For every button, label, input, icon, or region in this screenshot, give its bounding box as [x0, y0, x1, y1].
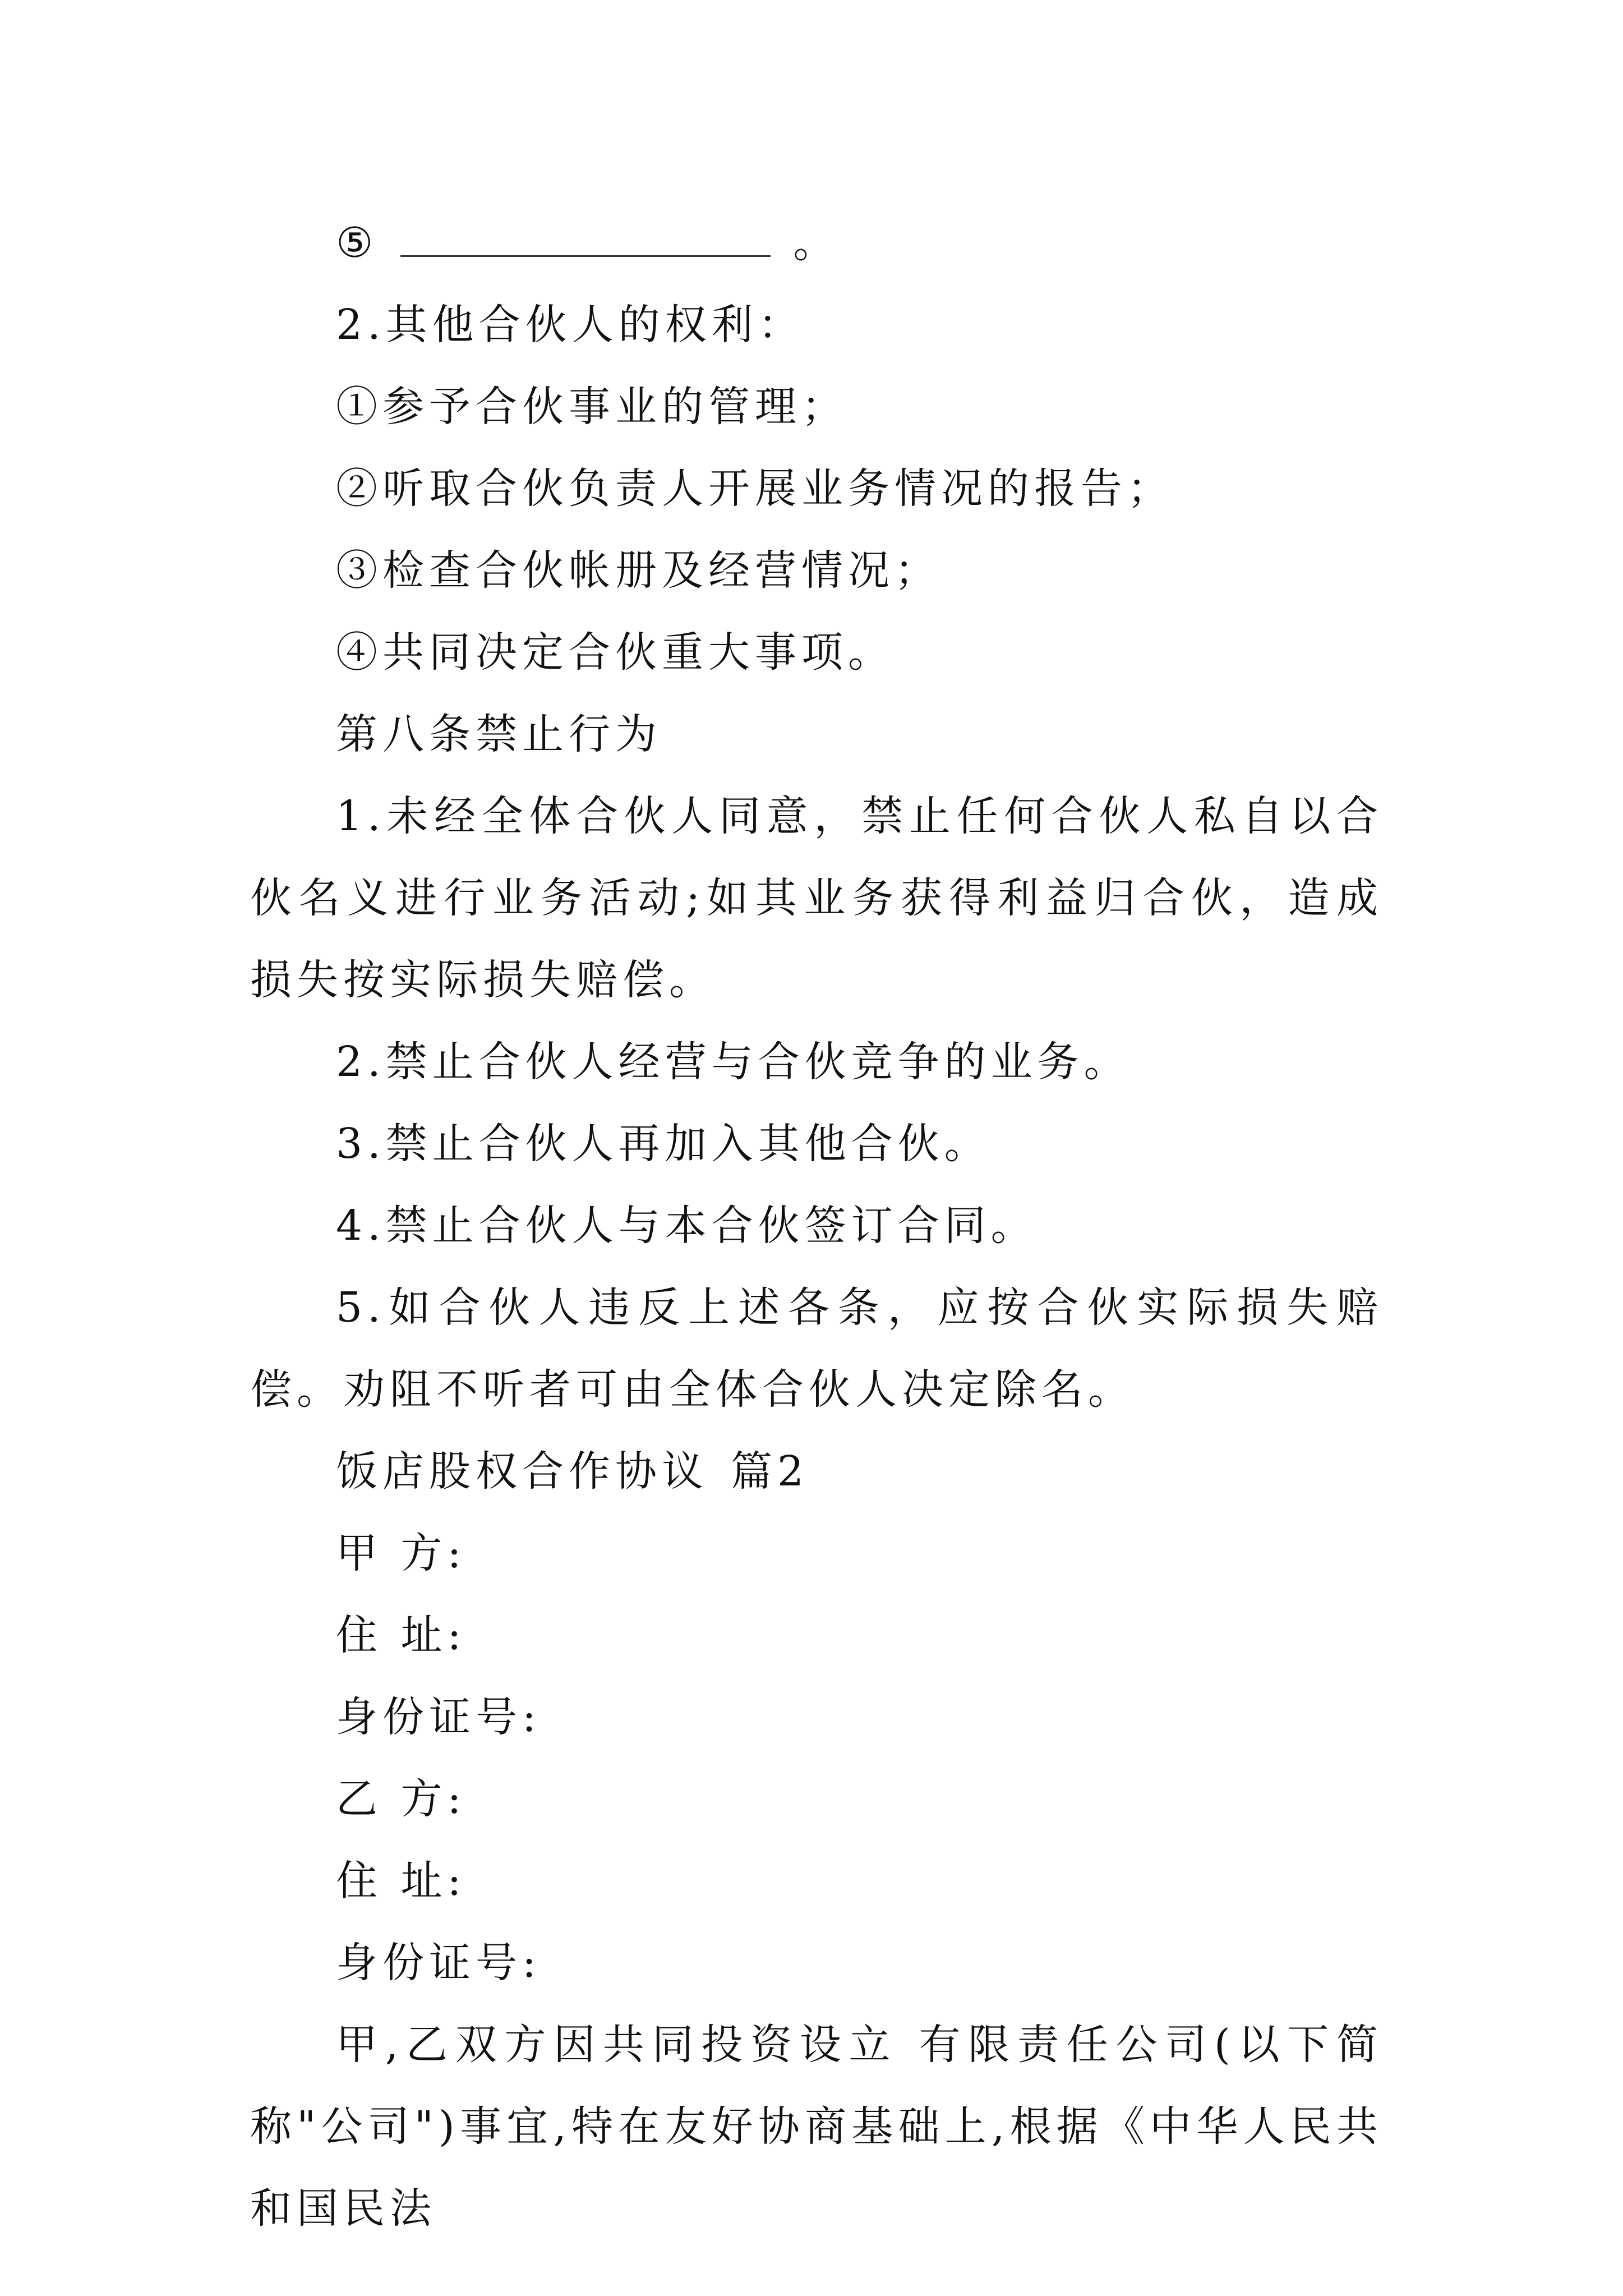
- section-title: [250, 1430, 1383, 1512]
- prohibition-2: 2.禁止合伙人经营与合伙竞争的业务。: [336, 1038, 1131, 1086]
- party-b-label: 乙 方:: [336, 1775, 467, 1823]
- party-a-address-label: 住 址:: [336, 1611, 467, 1659]
- rights-heading: 2.其他合伙人的权利：: [336, 301, 805, 349]
- rights-item-1: ①参予合伙事业的管理；: [336, 383, 848, 431]
- prohibition-4: 4.禁止合伙人与本合伙签订合同。: [336, 1202, 1038, 1250]
- prohibition-3: 3.禁止合伙人再加入其他合伙。: [336, 1120, 991, 1168]
- rights-item-2: ②听取合伙负责人开展业务情况的报告；: [336, 464, 1174, 513]
- agreement-preamble: 甲,乙双方因共同投资设立 有限责任公司(以下简称"公司")事宜,特在友好协商基础上,根据《中华人民共和国民法: [250, 2021, 1383, 2233]
- rights-item-3: ③检查合伙帐册及经营情况；: [336, 546, 941, 595]
- party-b-id-label: 身份证号:: [336, 1939, 541, 1987]
- section-title-text: 饭店股权合作协议: [336, 1447, 708, 1496]
- rights-item-4: ④共同决定合伙重大事项。: [336, 628, 895, 677]
- party-b-address-label: 住 址:: [336, 1857, 467, 1905]
- party-a-label: 甲 方:: [336, 1529, 467, 1577]
- item-marker: ⑤: [336, 219, 379, 267]
- party-a-id-label: 身份证号:: [336, 1693, 541, 1741]
- list-item-5: [250, 202, 1383, 284]
- prohibition-5: 5.如合伙人违反上述各条，应按合伙实际损失赔偿。劝阻不听者可由全体合伙人决定除名。: [250, 1283, 1383, 1414]
- fill-in-blank: [400, 216, 771, 257]
- document-body: [250, 202, 1383, 2249]
- item-end: 。: [793, 219, 840, 267]
- prohibition-1: 1.未经全体合伙人同意，禁止任何合伙人私自以合伙名义进行业务活动;如其业务获得利益归合伙，造成损失按实际损失赔偿。: [250, 792, 1383, 1004]
- article-8-heading: 第八条禁止行为: [336, 710, 662, 758]
- section-number: 篇2: [731, 1447, 809, 1496]
